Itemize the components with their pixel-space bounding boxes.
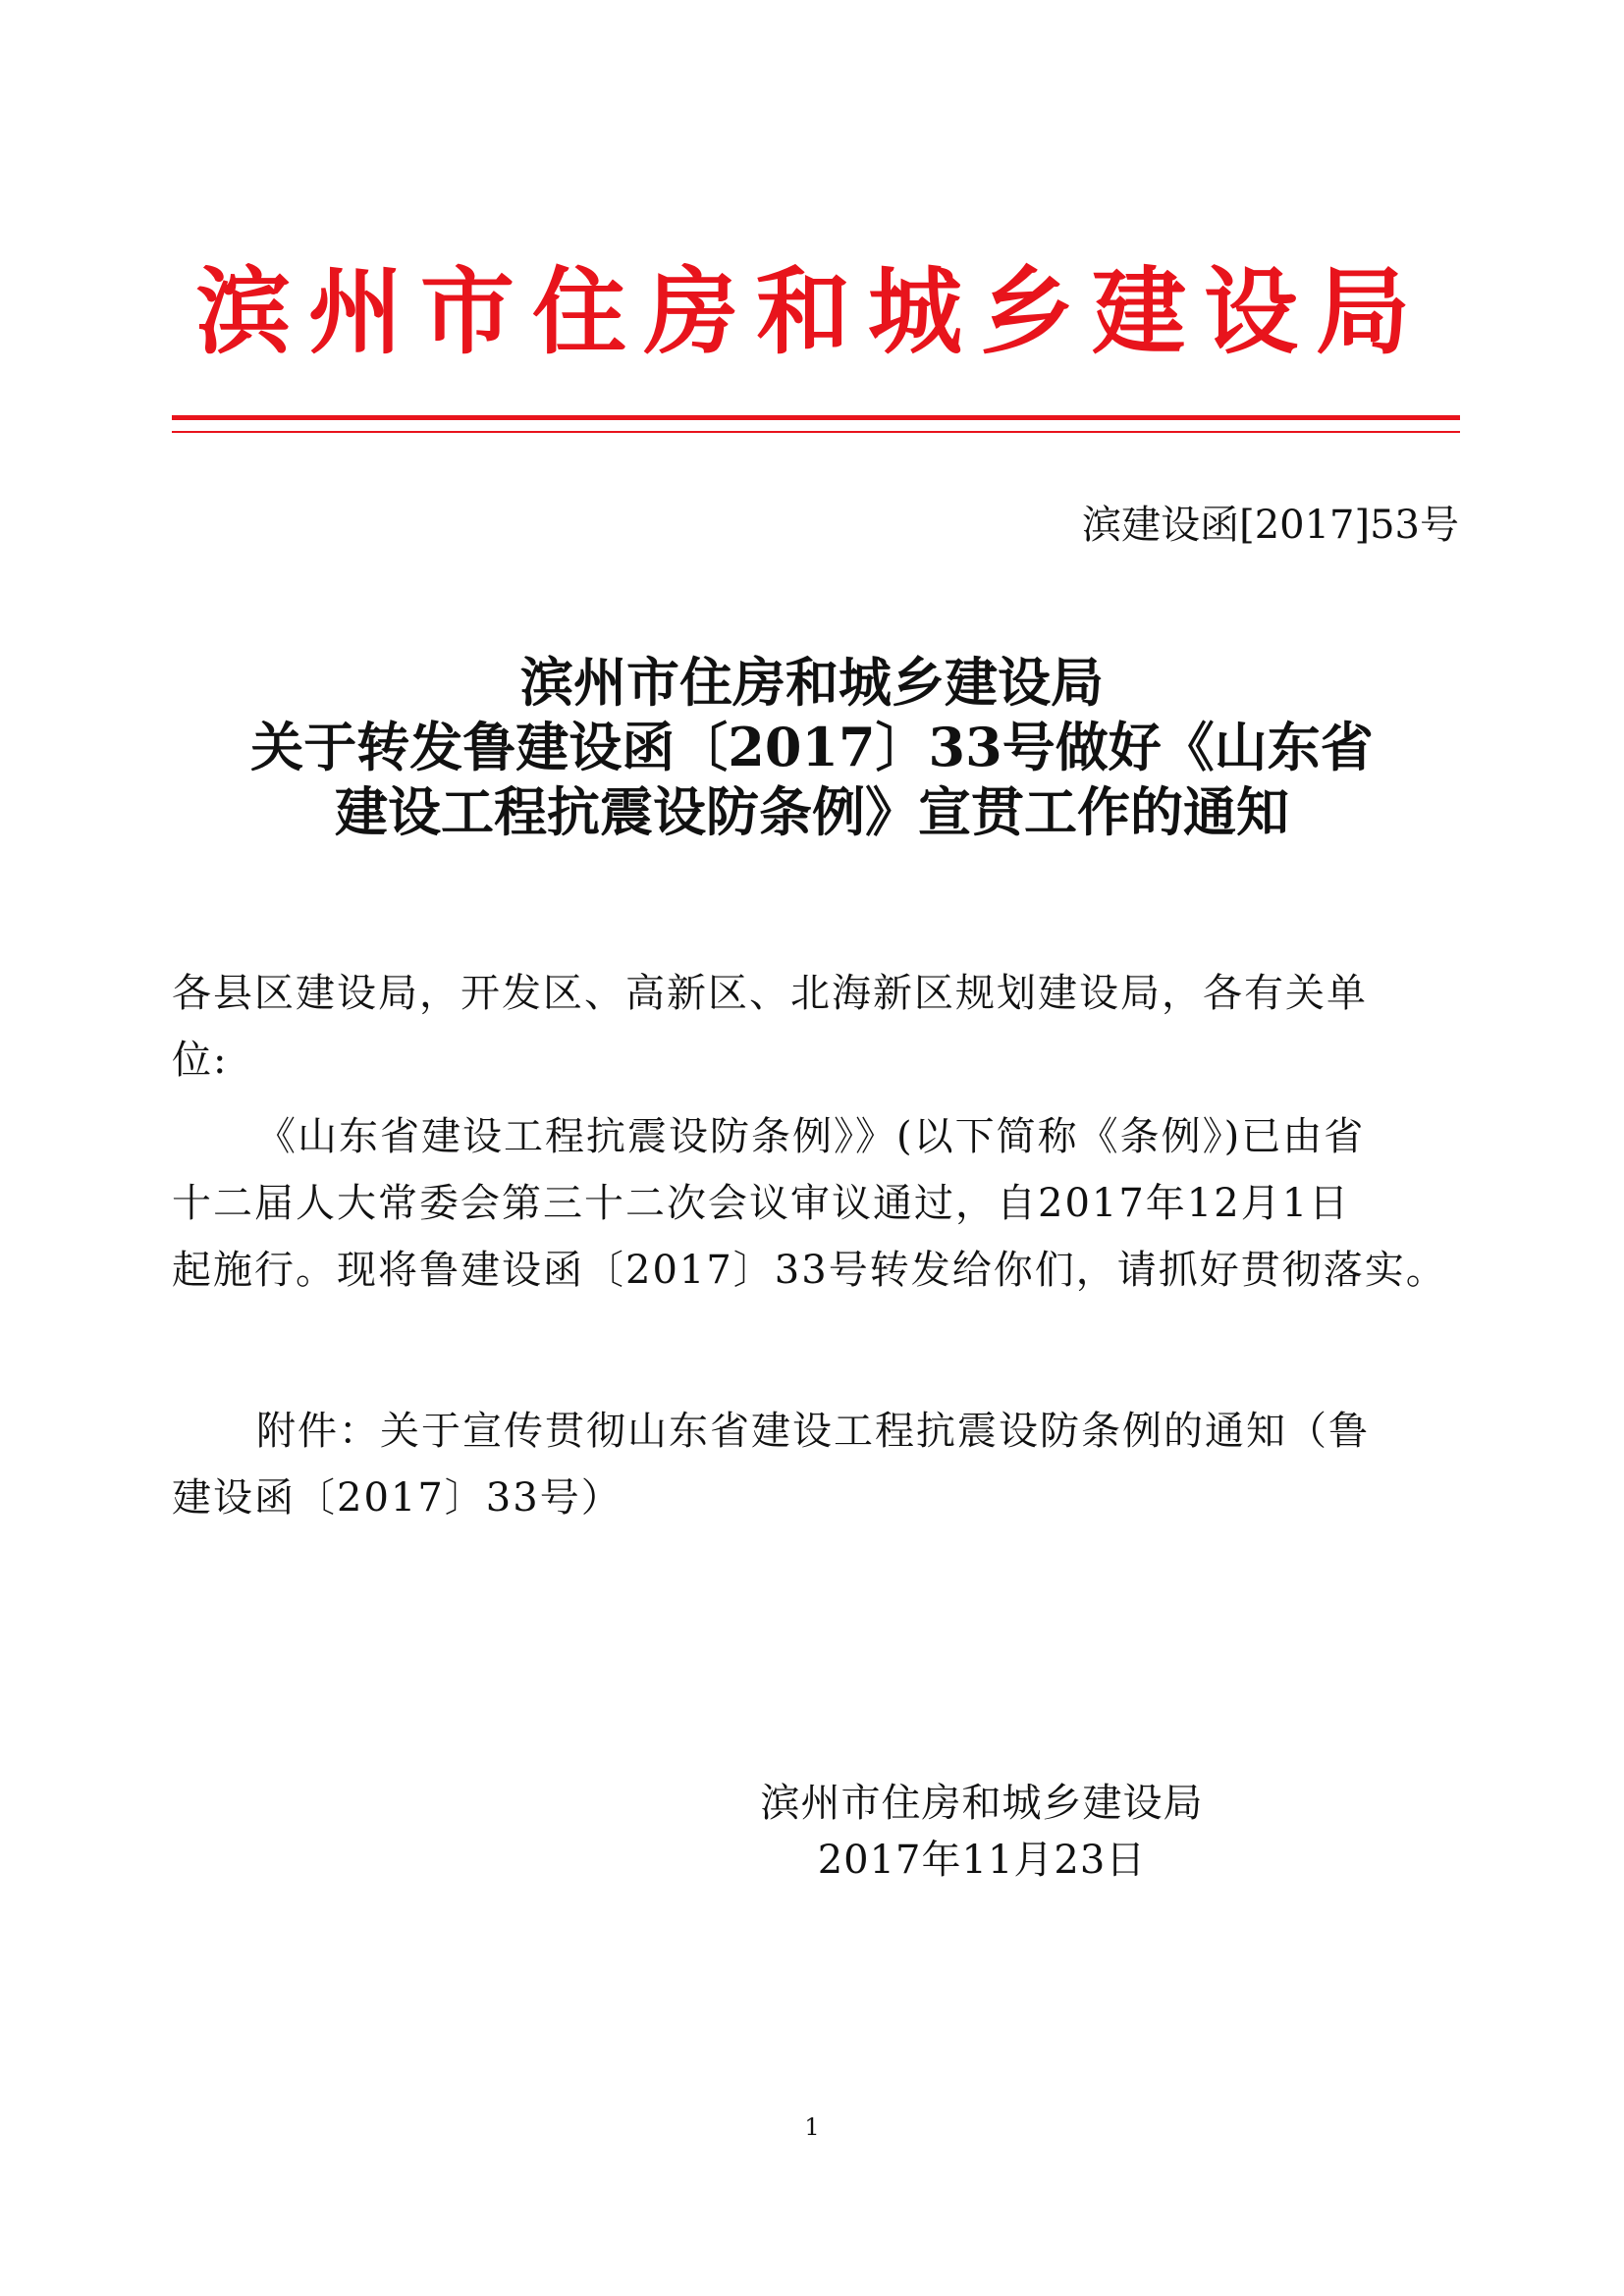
title-line: 建设工程抗震设防条例》宣贯工作的通知 — [335, 780, 1289, 843]
red-header-org-name: 滨州市住房和城乡建设局 — [196, 256, 1428, 367]
attachment-line: 建设函〔2017〕33号） — [172, 1475, 623, 1521]
signature-block — [727, 1775, 1237, 1889]
signature-date: 2017年11月23日 — [817, 1838, 1147, 1883]
red-header-rule-thin — [172, 431, 1460, 433]
page-number: 1 — [804, 2113, 820, 2141]
body-paragraph — [172, 1103, 1458, 1304]
attachment-note — [172, 1398, 1458, 1531]
body-line: 十二届人大常委会第三十二次会议审议通过，自2017年12月1日 — [172, 1181, 1351, 1226]
document-title — [172, 650, 1452, 844]
document-number: 滨建设函[2017]53号 — [1082, 503, 1459, 548]
title-line: 关于转发鲁建设函〔2017〕33号做好《山东省 — [250, 716, 1374, 778]
title-line: 滨州市住房和城乡建设局 — [520, 651, 1104, 714]
red-header-rule-thick — [172, 415, 1460, 420]
addressee — [172, 960, 1458, 1094]
signature-org: 滨州市住房和城乡建设局 — [760, 1781, 1204, 1826]
addressee-line: 位: — [172, 1038, 229, 1083]
body-line: 起施行。现将鲁建设函〔2017〕33号转发给你们，请抓好贯彻落实。 — [172, 1248, 1447, 1293]
addressee-line: 各县区建设局，开发区、高新区、北海新区规划建设局，各有关单 — [172, 971, 1368, 1016]
attachment-line: 附件：关于宣传贯彻山东省建设工程抗震设防条例的通知（鲁 — [256, 1409, 1370, 1454]
body-line: 《山东省建设工程抗震设防条例》》(以下简称《条例》)已由省 — [256, 1114, 1366, 1159]
